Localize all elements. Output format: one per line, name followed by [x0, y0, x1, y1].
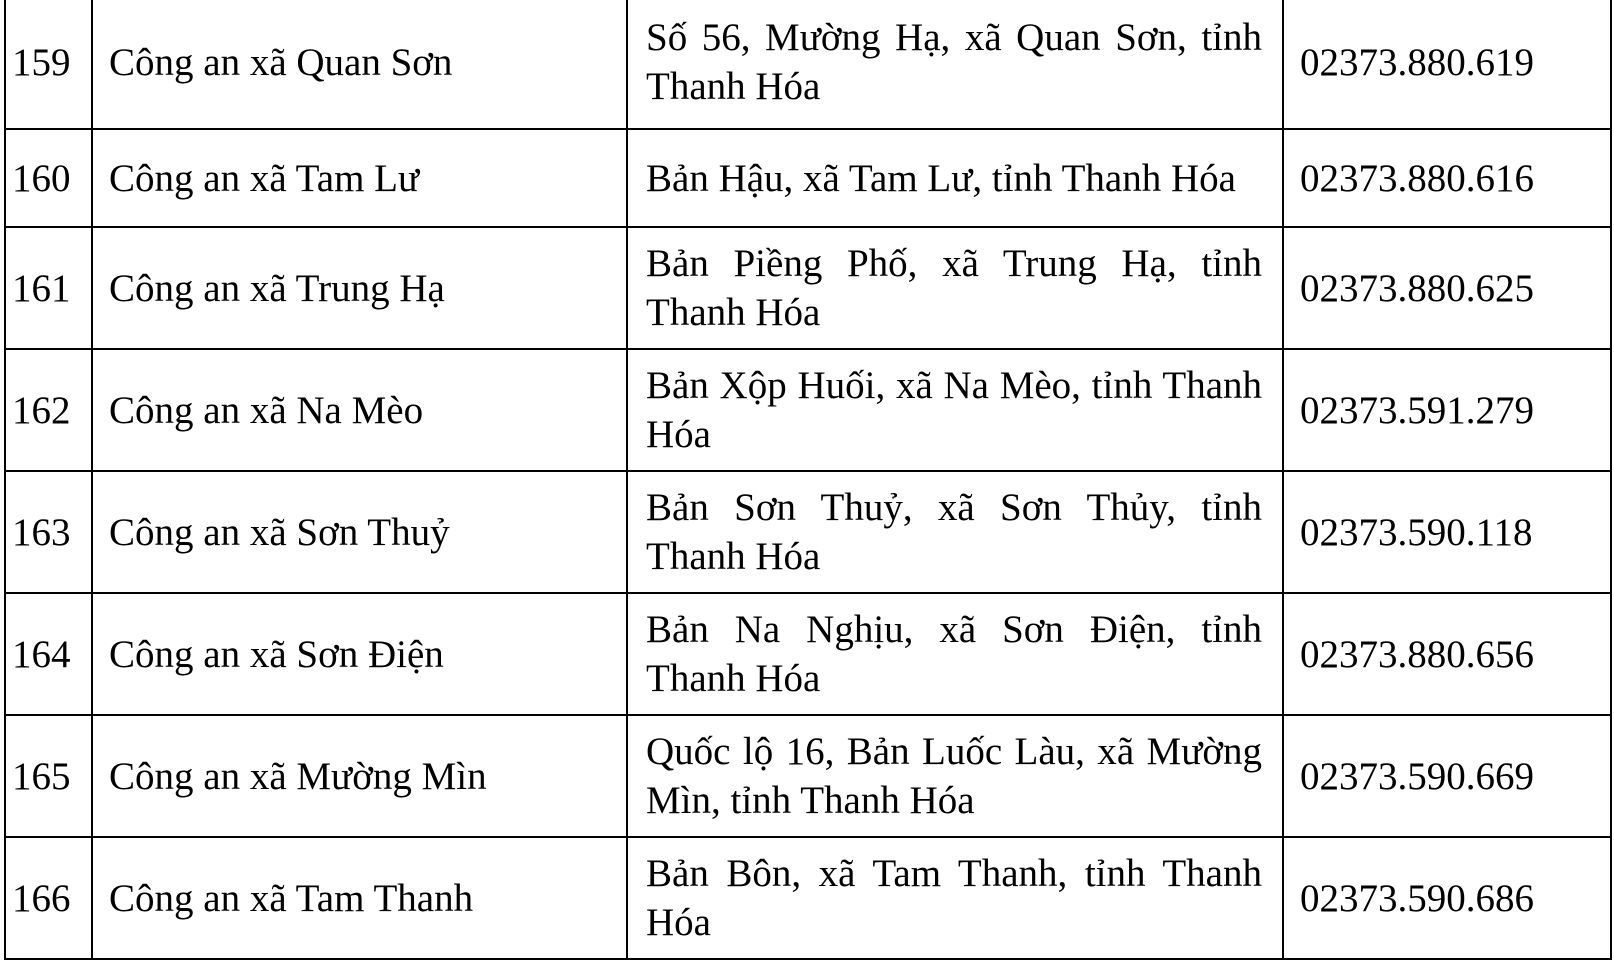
police-contact-table — [4, 0, 1612, 960]
unit-address: Bản Xộp Huối, xã Na Mèo, tỉnh Thanh Hóa — [627, 349, 1283, 471]
row-number: 162 — [5, 349, 92, 471]
unit-address: Số 56, Mường Hạ, xã Quan Sơn, tỉnh Thanh Hóa — [627, 0, 1283, 129]
row-number: 166 — [5, 837, 92, 959]
row-number: 159 — [5, 0, 92, 129]
unit-phone: 02373.880.616 — [1283, 129, 1611, 227]
row-number: 160 — [5, 129, 92, 227]
table-row — [5, 715, 1611, 837]
unit-address: Quốc lộ 16, Bản Luốc Làu, xã Mường Mìn, tỉnh Thanh Hóa — [627, 715, 1283, 837]
table-row — [5, 349, 1611, 471]
unit-address: Bản Bôn, xã Tam Thanh, tỉnh Thanh Hóa — [627, 837, 1283, 959]
table-row — [5, 227, 1611, 349]
unit-phone: 02373.590.669 — [1283, 715, 1611, 837]
row-number: 164 — [5, 593, 92, 715]
unit-phone: 02373.880.619 — [1283, 0, 1611, 129]
table-row — [5, 129, 1611, 227]
unit-address: Bản Na Nghịu, xã Sơn Điện, tỉnh Thanh Hóa — [627, 593, 1283, 715]
table-row — [5, 593, 1611, 715]
unit-phone: 02373.591.279 — [1283, 349, 1611, 471]
unit-name: Công an xã Sơn Điện — [92, 593, 627, 715]
unit-address: Bản Sơn Thuỷ, xã Sơn Thủy, tỉnh Thanh Hóa — [627, 471, 1283, 593]
unit-name: Công an xã Quan Sơn — [92, 0, 627, 129]
row-number: 163 — [5, 471, 92, 593]
unit-phone: 02373.590.686 — [1283, 837, 1611, 959]
unit-name: Công an xã Mường Mìn — [92, 715, 627, 837]
unit-phone: 02373.880.625 — [1283, 227, 1611, 349]
unit-address: Bản Piềng Phố, xã Trung Hạ, tỉnh Thanh Hóa — [627, 227, 1283, 349]
table-row — [5, 837, 1611, 959]
unit-name: Công an xã Sơn Thuỷ — [92, 471, 627, 593]
unit-phone: 02373.590.118 — [1283, 471, 1611, 593]
unit-name: Công an xã Trung Hạ — [92, 227, 627, 349]
row-number: 165 — [5, 715, 92, 837]
unit-name: Công an xã Tam Lư — [92, 129, 627, 227]
table-row — [5, 0, 1611, 129]
row-number: 161 — [5, 227, 92, 349]
unit-name: Công an xã Na Mèo — [92, 349, 627, 471]
unit-phone: 02373.880.656 — [1283, 593, 1611, 715]
unit-address: Bản Hậu, xã Tam Lư, tỉnh Thanh Hóa — [627, 129, 1283, 227]
table-row — [5, 471, 1611, 593]
unit-name: Công an xã Tam Thanh — [92, 837, 627, 959]
